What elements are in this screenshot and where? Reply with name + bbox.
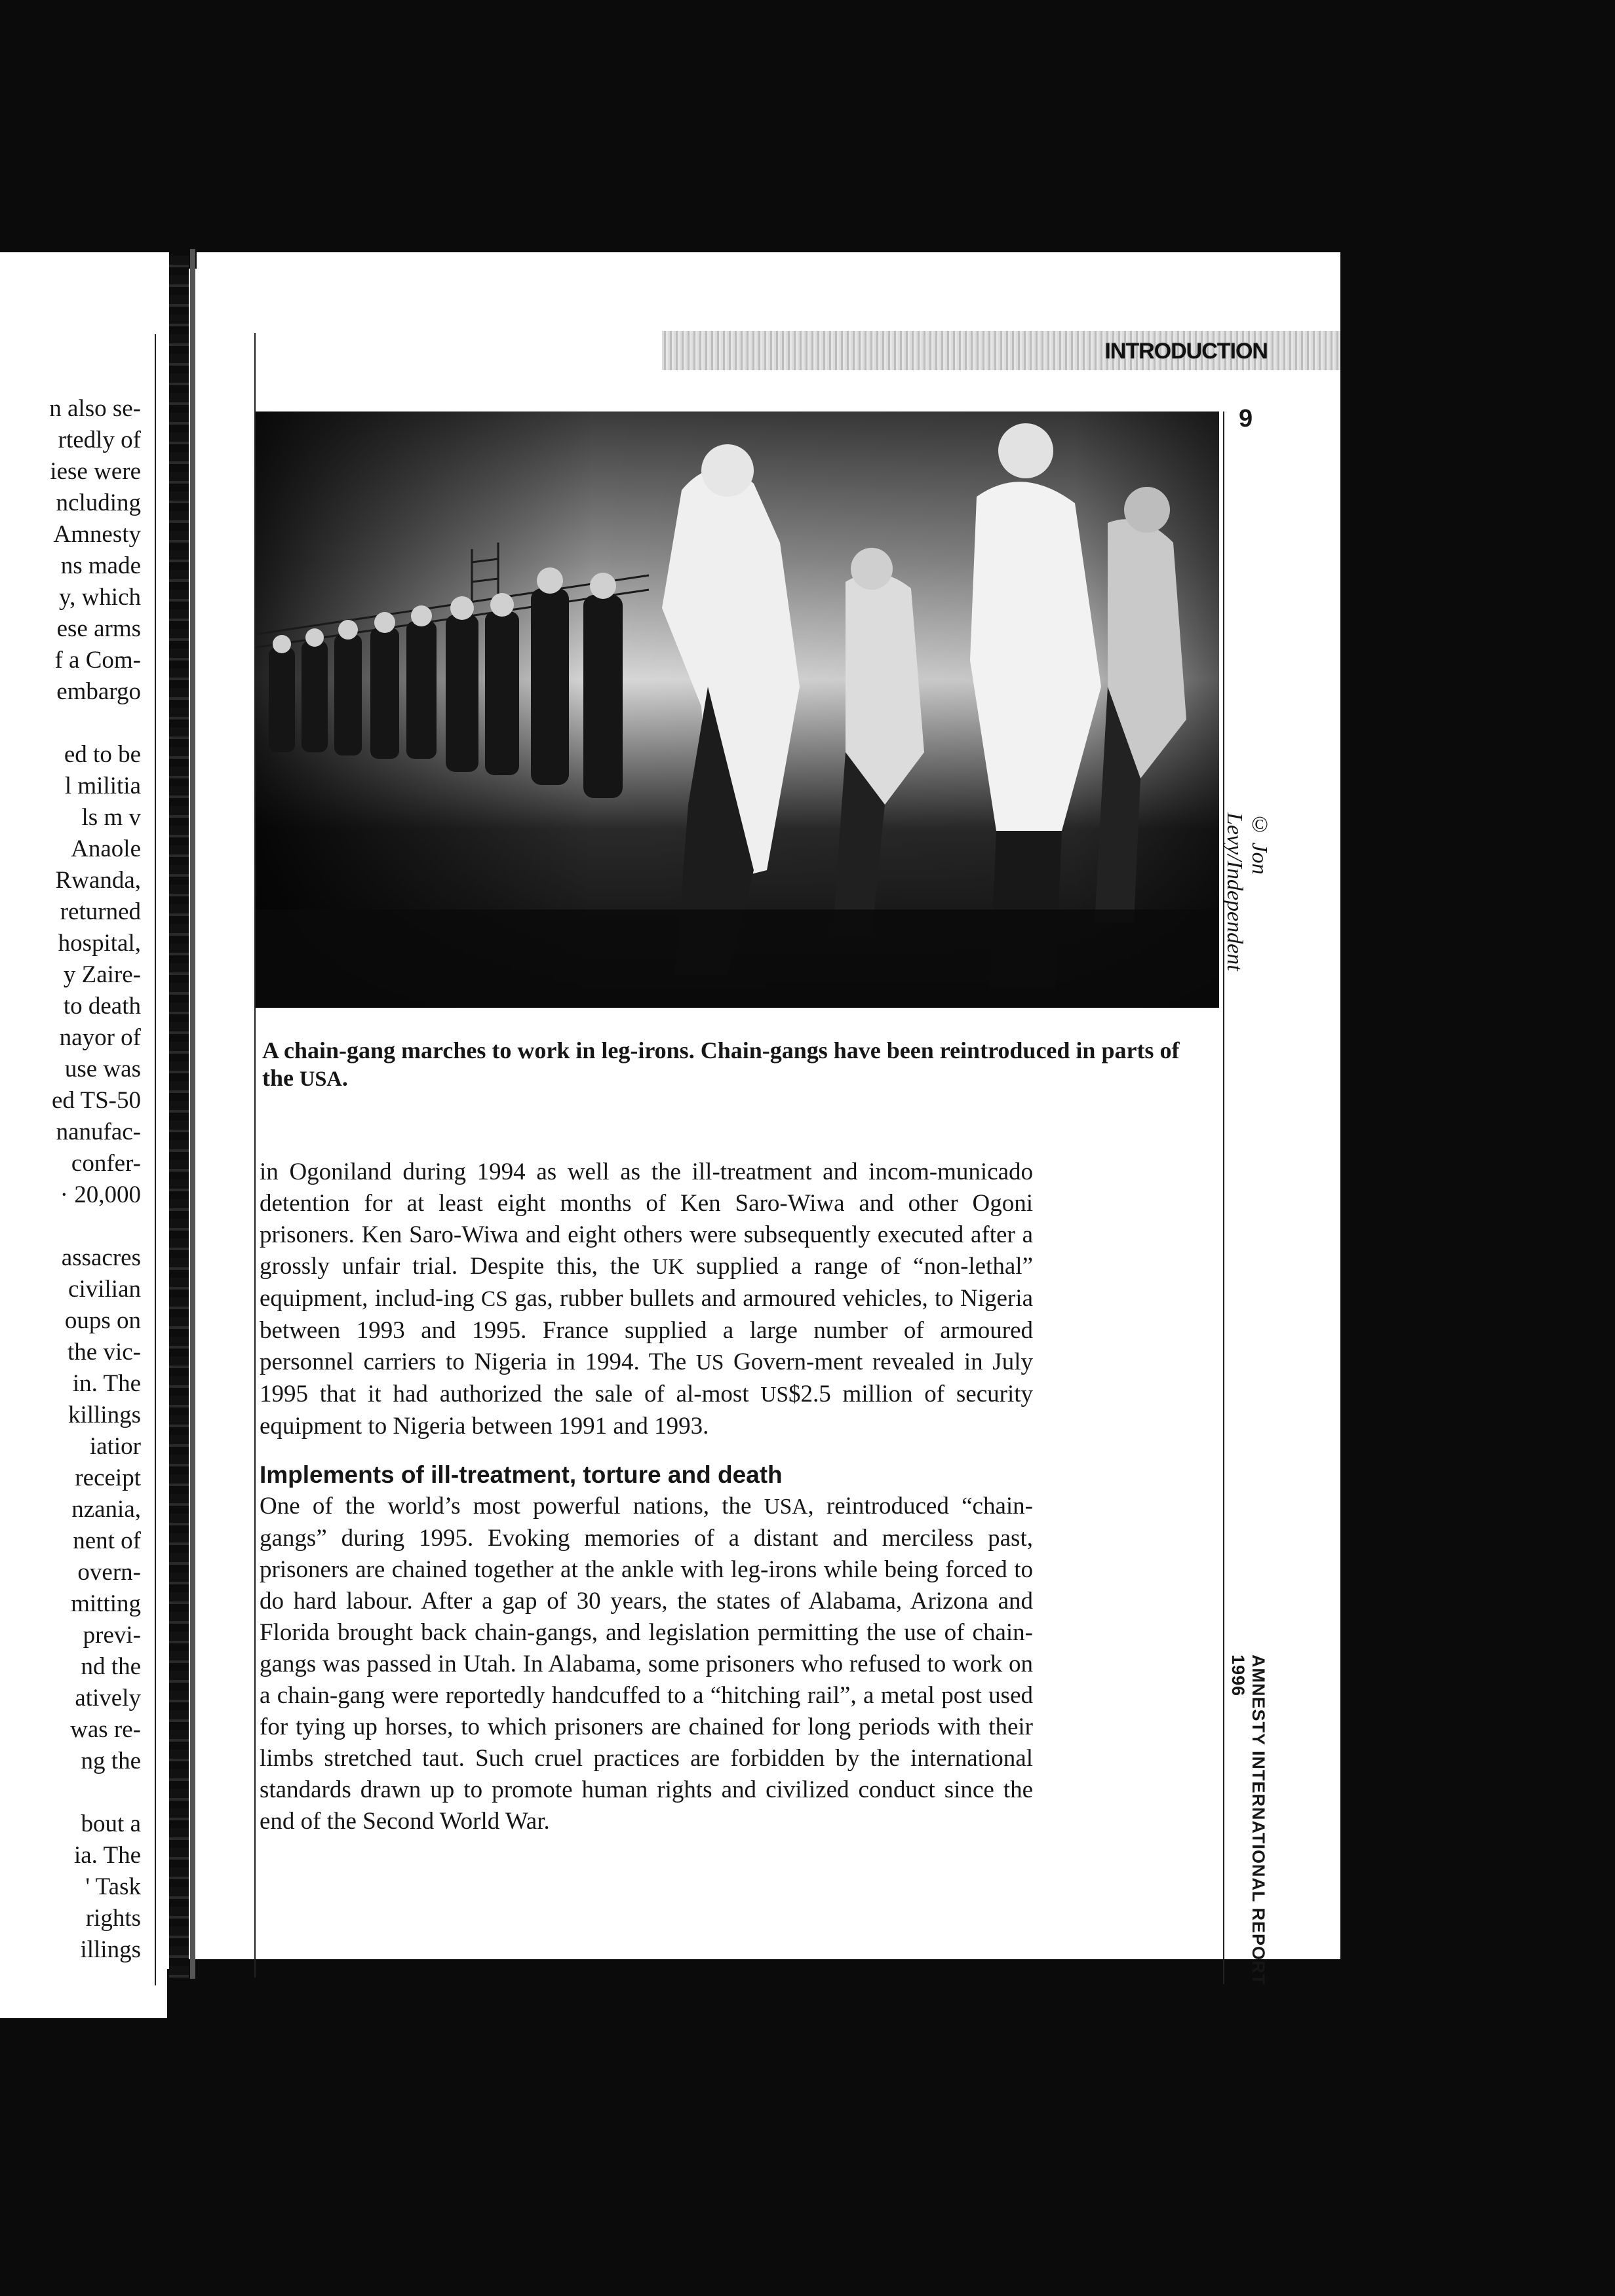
previous-page-line: Amnesty bbox=[53, 521, 141, 548]
margin-rule bbox=[1223, 411, 1224, 1984]
previous-page-line: ed TS-50 bbox=[51, 1087, 141, 1114]
previous-page-line: to death bbox=[63, 993, 141, 1020]
previous-page-line: mitting bbox=[71, 1590, 141, 1617]
book-gutter bbox=[169, 256, 189, 1979]
running-footer-title: AMNESTY INTERNATIONAL REPORT 1996 bbox=[1228, 1655, 1268, 1986]
section-heading: Implements of ill-treatment, torture and death bbox=[260, 1461, 783, 1488]
article-body bbox=[260, 1157, 1033, 1837]
previous-page-line: ng the bbox=[81, 1748, 141, 1774]
scan-border-bottom-lip bbox=[167, 1959, 1347, 2038]
previous-page-line: civilian bbox=[68, 1276, 141, 1303]
previous-page-line: confer- bbox=[71, 1150, 141, 1177]
previous-page-line: y, which bbox=[58, 584, 141, 611]
previous-page-line: y Zaire- bbox=[63, 961, 141, 988]
previous-page-line: n also se- bbox=[49, 395, 141, 422]
previous-page-line: ed to be bbox=[64, 741, 141, 768]
previous-page-line: l militia bbox=[64, 773, 141, 799]
scan-border-right bbox=[1340, 0, 1615, 2296]
chain-gang-photo bbox=[256, 411, 1219, 1008]
previous-page-line: ia. The bbox=[73, 1842, 141, 1869]
previous-page-line: was re- bbox=[70, 1716, 141, 1743]
previous-page-text bbox=[0, 393, 141, 1979]
previous-page-line: hospital, bbox=[58, 930, 141, 957]
previous-page-line: iatior bbox=[89, 1433, 141, 1460]
previous-page-line: receipt bbox=[75, 1464, 141, 1491]
previous-page-line: the vic- bbox=[68, 1339, 141, 1366]
previous-page-line: nanufac- bbox=[56, 1119, 141, 1145]
previous-page-line: killings bbox=[68, 1402, 141, 1428]
previous-page-line: ' Task bbox=[85, 1873, 141, 1900]
previous-page-line: bout a bbox=[81, 1810, 141, 1837]
photo-caption: A chain-gang marches to work in leg-irons. Chain-gangs have been reintroduced in parts of the USA. bbox=[262, 1037, 1180, 1091]
previous-page-line: in. The bbox=[72, 1370, 141, 1397]
previous-page-line: ncluding bbox=[56, 489, 141, 516]
previous-page-line: assacres bbox=[61, 1244, 141, 1271]
previous-page-line: nd the bbox=[81, 1653, 141, 1680]
scan-border-bottom bbox=[0, 2018, 1615, 2296]
previous-page-line: atively bbox=[75, 1685, 141, 1712]
previous-page-line: ese arms bbox=[56, 615, 141, 642]
previous-page-line: returned bbox=[60, 898, 141, 925]
page-number: 9 bbox=[1239, 405, 1253, 432]
previous-page-line: Rwanda, bbox=[55, 867, 141, 894]
previous-page-line: · 20,000 bbox=[60, 1181, 141, 1208]
previous-page-line: iese were bbox=[50, 458, 141, 485]
previous-page-line: rights bbox=[85, 1905, 141, 1932]
photo-credit: © Jon Levy/Independent bbox=[1222, 813, 1272, 971]
previous-page-line: oups on bbox=[64, 1307, 141, 1334]
previous-page-line: f a Com- bbox=[54, 647, 141, 674]
section-header-label: INTRODUCTION bbox=[1104, 339, 1268, 364]
book-gutter-edge bbox=[190, 249, 195, 1979]
previous-page-line: nent of bbox=[73, 1527, 141, 1554]
previous-page-line: nzania, bbox=[71, 1496, 141, 1523]
previous-page-line: ns made bbox=[60, 552, 141, 579]
previous-page-line: rtedly of bbox=[58, 427, 141, 453]
previous-page-line: previ- bbox=[83, 1622, 141, 1649]
body-paragraph-2: One of the world’s most powerful nations, the USA, reintroduced “chain-gangs” during 1995. Evoking memories of a distant and merciless past, prisoners are chained together at the ankle with leg-irons while being forced to do hard labour. After a gap of 30 years, the states of Alabama, Arizona and Florida brought back chain-gangs, and legislation permitting the use of chain-gangs was passed in Utah. In Alabama, some prisoners who refused to work on a chain-gang were reportedly handcuffed to a “hitching rail”, a metal post used for tying up horses, to which prisoners are chained for long periods with their limbs stretched taut. Such cruel practices are forbidden by the international standards drawn up to promote human rights and civilized conduct since the end of the Second World War. bbox=[260, 1493, 1033, 1835]
previous-page-line: illings bbox=[80, 1936, 141, 1963]
previous-page-line: use was bbox=[64, 1056, 141, 1082]
previous-page-line: nayor of bbox=[59, 1024, 141, 1051]
previous-page-line: overn- bbox=[77, 1559, 141, 1586]
previous-page-rule bbox=[155, 334, 156, 1985]
previous-page-line: embargo bbox=[56, 678, 141, 705]
previous-page-line: ls m v bbox=[81, 804, 141, 831]
body-paragraph-1: in Ogoniland during 1994 as well as the ill-treatment and incom-municado detention for at least eight months of Ken Saro-Wiwa and other Ogoni prisoners. Ken Saro-Wiwa and eight others were subsequently executed after a grossly unfair trial. Despite this, the UK supplied a range of “non-lethal” equipment, includ-ing CS gas, rubber bullets and armoured vehicles, to Nigeria between 1993 and 1995. France supplied a large number of armoured personnel carriers to Nigeria in 1994. The US Govern-ment revealed in July 1995 that it had authorized the sale of al-most US$2.5 million of security equipment to Nigeria between 1991 and 1993. bbox=[260, 1158, 1034, 1440]
previous-page-line: Anaole bbox=[71, 835, 141, 862]
